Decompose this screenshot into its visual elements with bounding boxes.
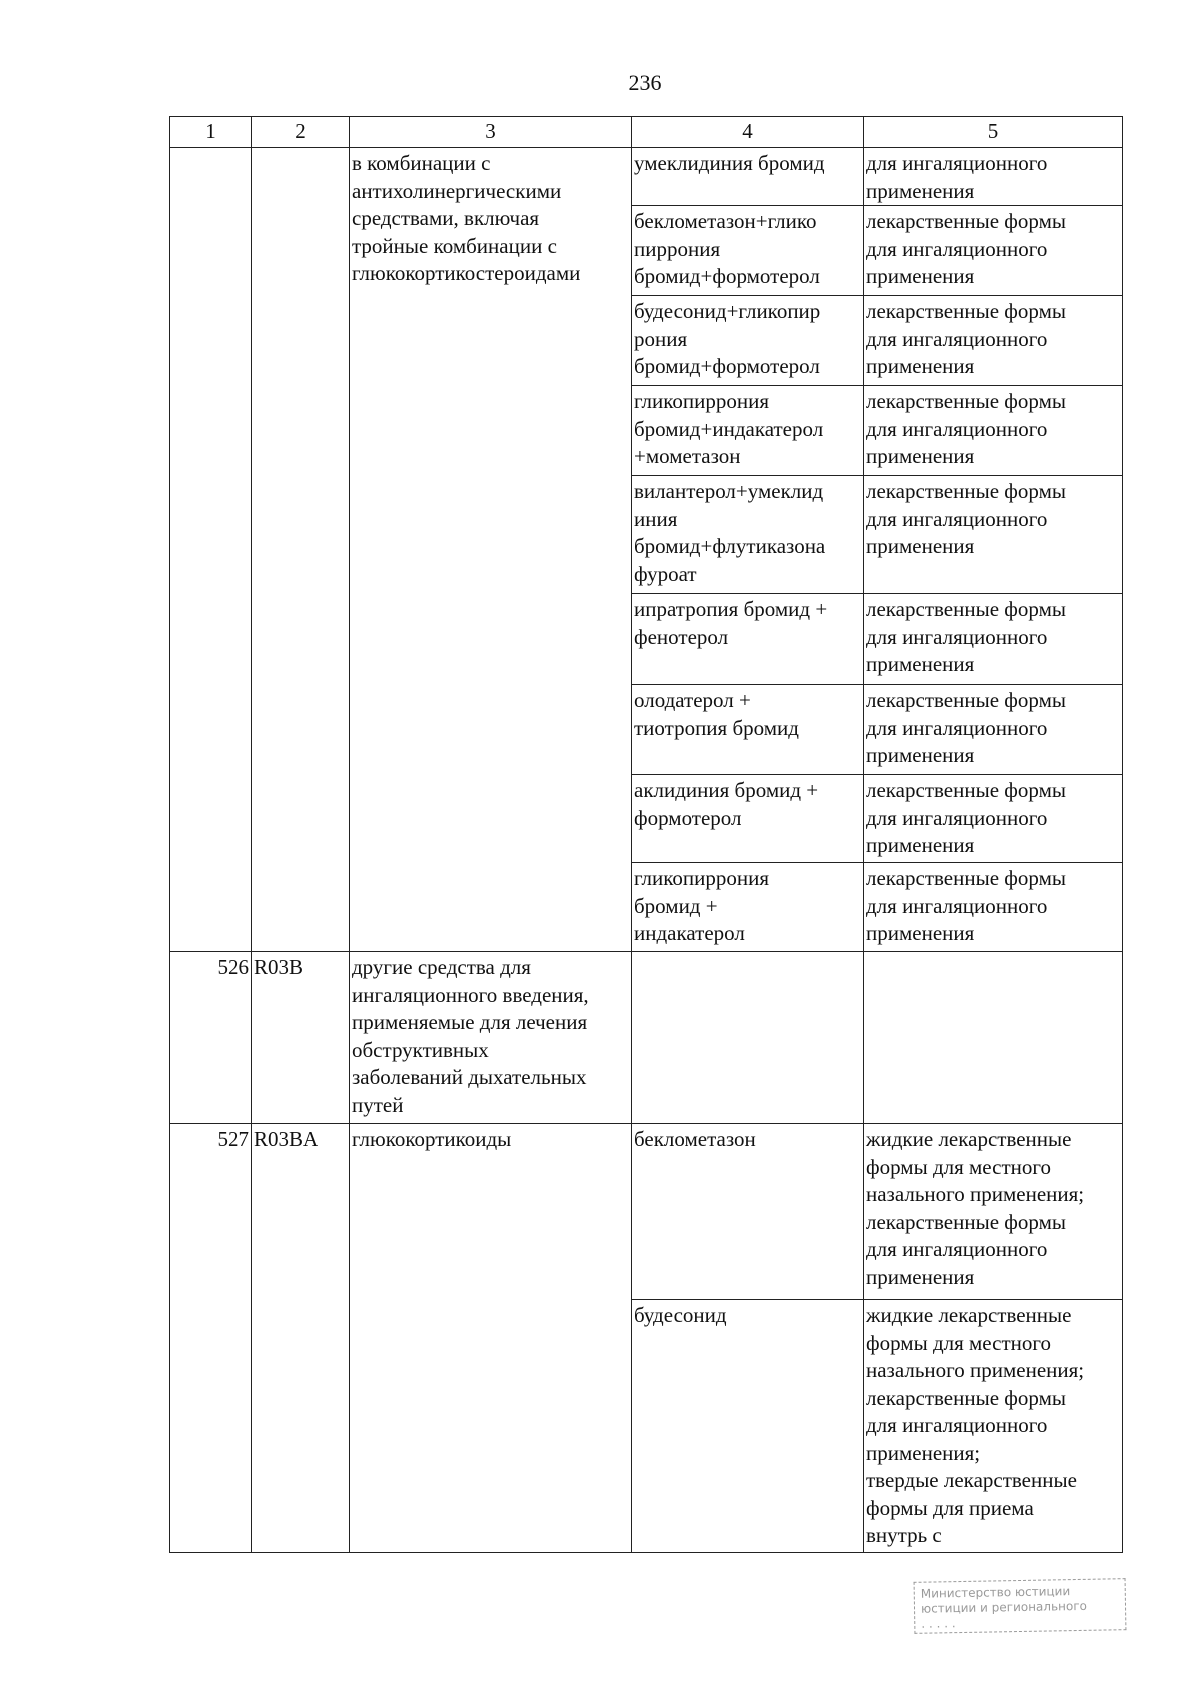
table-row bbox=[170, 148, 1123, 206]
drug-name: будесонид bbox=[632, 1300, 864, 1553]
drug-name: аклидиния бромид + формотерол bbox=[632, 775, 864, 863]
dosage-form: лекарственные формы для ингаляционного применения bbox=[864, 296, 1123, 386]
atc-code: R03B bbox=[252, 952, 350, 1124]
dosage-form: лекарственные формы для ингаляционного применения bbox=[864, 206, 1123, 296]
atc-code: R03BA bbox=[252, 1124, 350, 1553]
empty-num-cell bbox=[170, 148, 252, 952]
column-number: 5 bbox=[864, 117, 1123, 148]
dosage-form: жидкие лекарственные формы для местного назального применения; лекарственные формы для ингаляционного применения bbox=[864, 1124, 1123, 1300]
page-number: 236 bbox=[628, 70, 662, 95]
group-description: глюкокортикоиды bbox=[350, 1124, 632, 1553]
column-number: 3 bbox=[350, 117, 632, 148]
table-row bbox=[170, 1124, 1123, 1300]
drug-name: беклометазон bbox=[632, 1124, 864, 1300]
drug-name: вилантерол+умеклид иния бромид+флутиказона фуроат bbox=[632, 476, 864, 594]
dosage-form: лекарственные формы для ингаляционного применения bbox=[864, 476, 1123, 594]
drug-classification-table bbox=[169, 116, 1123, 1553]
empty-drug-cell bbox=[632, 952, 864, 1124]
drug-name: гликопиррония бромид+индакатерол +мометазон bbox=[632, 386, 864, 476]
dosage-form: для ингаляционного применения bbox=[864, 148, 1123, 206]
drug-name: гликопиррония бромид + индакатерол bbox=[632, 863, 864, 952]
registration-stamp: Министерство юстиции юстиции и регионального . . . . . bbox=[914, 1578, 1127, 1634]
drug-name: олодатерол + тиотропия бромид bbox=[632, 685, 864, 775]
row-number: 527 bbox=[170, 1124, 252, 1553]
empty-code-cell bbox=[252, 148, 350, 952]
empty-form-cell bbox=[864, 952, 1123, 1124]
drug-name: беклометазон+глико пиррония бромид+формотерол bbox=[632, 206, 864, 296]
dosage-form: лекарственные формы для ингаляционного применения bbox=[864, 386, 1123, 476]
dosage-form: лекарственные формы для ингаляционного применения bbox=[864, 863, 1123, 952]
group-description: в комбинации с антихолинергическими средствами, включая тройные комбинации с глюкокортикостероидами bbox=[350, 148, 632, 952]
drug-name: будесонид+гликопир рония бромид+формотерол bbox=[632, 296, 864, 386]
drug-name: умеклидиния бромид bbox=[632, 148, 864, 206]
row-number: 526 bbox=[170, 952, 252, 1124]
dosage-form: лекарственные формы для ингаляционного применения bbox=[864, 594, 1123, 685]
group-description: другие средства для ингаляционного введения, применяемые для лечения обструктивных заболеваний дыхательных путей bbox=[350, 952, 632, 1124]
table-row bbox=[170, 952, 1123, 1124]
column-number: 2 bbox=[252, 117, 350, 148]
column-number: 1 bbox=[170, 117, 252, 148]
dosage-form: лекарственные формы для ингаляционного применения bbox=[864, 685, 1123, 775]
column-number-row bbox=[170, 117, 1123, 148]
column-number: 4 bbox=[632, 117, 864, 148]
dosage-form: лекарственные формы для ингаляционного применения bbox=[864, 775, 1123, 863]
drug-name: ипратропия бромид + фенотерол bbox=[632, 594, 864, 685]
dosage-form: жидкие лекарственные формы для местного назального применения; лекарственные формы для ингаляционного применения; твердые лекарственные формы для приема внутрь с bbox=[864, 1300, 1123, 1553]
